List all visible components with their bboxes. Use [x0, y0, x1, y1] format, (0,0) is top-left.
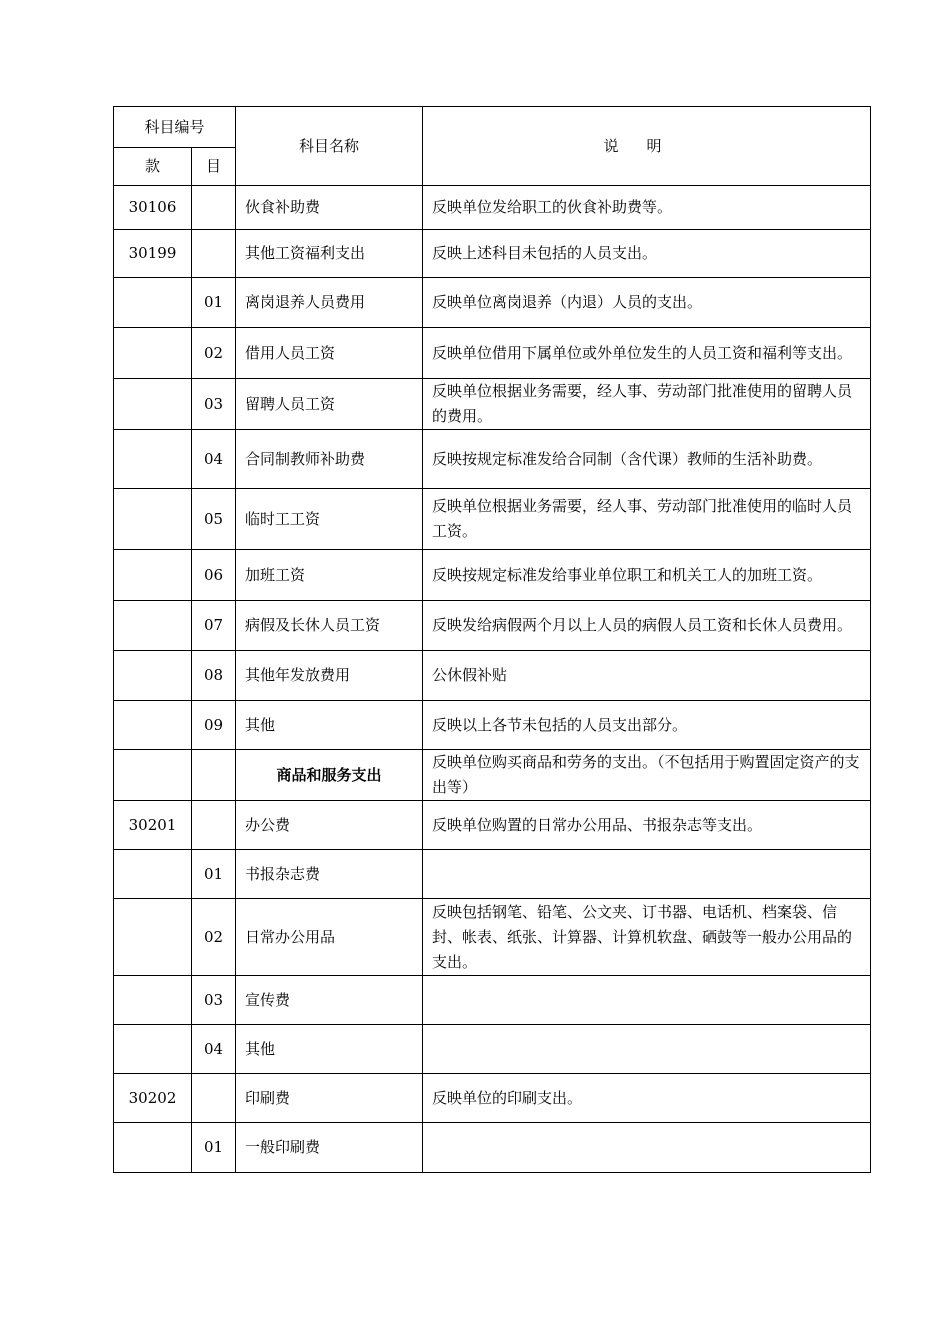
description-cell [423, 976, 871, 1025]
subject-name-cell: 合同制教师补助费 [236, 430, 423, 489]
mu-cell [192, 1074, 236, 1123]
kuan-cell [114, 328, 192, 379]
table-row [114, 976, 871, 1025]
description-cell: 反映单位购买商品和劳务的支出。（不包括用于购置固定资产的支出等） [423, 750, 871, 801]
subject-name-cell: 伙食补助费 [236, 186, 423, 230]
mu-cell: 08 [192, 651, 236, 701]
subject-name-cell: 一般印刷费 [236, 1123, 423, 1173]
mu-cell [192, 750, 236, 801]
subject-name-cell: 病假及长休人员工资 [236, 601, 423, 651]
description-cell: 反映单位的印刷支出。 [423, 1074, 871, 1123]
mu-cell: 04 [192, 430, 236, 489]
subject-name-cell: 日常办公用品 [236, 899, 423, 976]
description-cell: 公休假补贴 [423, 651, 871, 701]
mu-cell [192, 186, 236, 230]
expense-classification-table [113, 106, 871, 1173]
subject-name-cell: 加班工资 [236, 550, 423, 601]
kuan-cell [114, 489, 192, 550]
header-subject-name: 科目名称 [236, 107, 423, 186]
subject-name-cell: 印刷费 [236, 1074, 423, 1123]
table-row [114, 489, 871, 550]
subject-name-cell: 临时工工资 [236, 489, 423, 550]
table-row [114, 278, 871, 328]
description-cell [423, 1123, 871, 1173]
table-row [114, 1123, 871, 1173]
mu-cell: 03 [192, 976, 236, 1025]
subject-name-cell: 办公费 [236, 801, 423, 850]
description-cell: 反映上述科目未包括的人员支出。 [423, 230, 871, 278]
table-row [114, 379, 871, 430]
mu-cell: 02 [192, 328, 236, 379]
mu-cell: 01 [192, 278, 236, 328]
subject-name-cell: 借用人员工资 [236, 328, 423, 379]
subject-name-cell: 书报杂志费 [236, 850, 423, 899]
description-cell: 反映单位购置的日常办公用品、书报杂志等支出。 [423, 801, 871, 850]
subject-name-cell: 宣传费 [236, 976, 423, 1025]
table-row [114, 328, 871, 379]
header-description [423, 107, 871, 186]
subject-name-cell: 留聘人员工资 [236, 379, 423, 430]
description-cell: 反映按规定标准发给合同制（含代课）教师的生活补助费。 [423, 430, 871, 489]
table-row [114, 230, 871, 278]
subject-name-cell: 其他 [236, 701, 423, 750]
kuan-cell: 30199 [114, 230, 192, 278]
table-row [114, 1025, 871, 1074]
mu-cell: 04 [192, 1025, 236, 1074]
table-row [114, 850, 871, 899]
header-code-group: 科目编号 [114, 107, 236, 148]
table-row [114, 701, 871, 750]
mu-cell: 06 [192, 550, 236, 601]
subject-name-cell: 商品和服务支出 [236, 750, 423, 801]
kuan-cell: 30106 [114, 186, 192, 230]
table-row [114, 186, 871, 230]
kuan-cell [114, 601, 192, 651]
subject-name-cell: 其他 [236, 1025, 423, 1074]
mu-cell: 05 [192, 489, 236, 550]
kuan-cell [114, 379, 192, 430]
description-cell: 反映单位离岗退养（内退）人员的支出。 [423, 278, 871, 328]
description-cell: 反映单位根据业务需要，经人事、劳动部门批准使用的留聘人员的费用。 [423, 379, 871, 430]
mu-cell: 02 [192, 899, 236, 976]
kuan-cell [114, 701, 192, 750]
kuan-cell [114, 430, 192, 489]
description-cell: 反映单位根据业务需要，经人事、劳动部门批准使用的临时人员工资。 [423, 489, 871, 550]
mu-cell [192, 230, 236, 278]
table-row [114, 550, 871, 601]
mu-cell: 09 [192, 701, 236, 750]
mu-cell: 01 [192, 1123, 236, 1173]
subject-name-cell: 其他工资福利支出 [236, 230, 423, 278]
table-row [114, 601, 871, 651]
description-cell: 反映单位发给职工的伙食补助费等。 [423, 186, 871, 230]
description-cell: 反映包括钢笔、铅笔、公文夹、订书器、电话机、档案袋、信封、帐表、纸张、计算器、计算机软盘、硒鼓等一般办公用品的支出。 [423, 899, 871, 976]
description-cell: 反映以上各节未包括的人员支出部分。 [423, 701, 871, 750]
header-kuan: 款 [114, 148, 192, 186]
mu-cell [192, 801, 236, 850]
table-row [114, 899, 871, 976]
header-description-text: 说明 [603, 136, 690, 155]
subject-name-cell: 离岗退养人员费用 [236, 278, 423, 328]
kuan-cell [114, 1123, 192, 1173]
description-cell [423, 850, 871, 899]
header-mu: 目 [192, 148, 236, 186]
kuan-cell [114, 278, 192, 328]
subject-name-cell: 其他年发放费用 [236, 651, 423, 701]
mu-cell: 03 [192, 379, 236, 430]
mu-cell: 01 [192, 850, 236, 899]
description-cell: 反映按规定标准发给事业单位职工和机关工人的加班工资。 [423, 550, 871, 601]
kuan-cell [114, 1025, 192, 1074]
kuan-cell [114, 976, 192, 1025]
kuan-cell [114, 550, 192, 601]
header-row-top [114, 107, 871, 148]
table-row [114, 1074, 871, 1123]
description-cell [423, 1025, 871, 1074]
kuan-cell: 30201 [114, 801, 192, 850]
table-row [114, 750, 871, 801]
kuan-cell [114, 850, 192, 899]
table-row [114, 801, 871, 850]
table-row [114, 430, 871, 489]
mu-cell: 07 [192, 601, 236, 651]
kuan-cell [114, 651, 192, 701]
kuan-cell [114, 899, 192, 976]
kuan-cell: 30202 [114, 1074, 192, 1123]
table-row [114, 651, 871, 701]
description-cell: 反映单位借用下属单位或外单位发生的人员工资和福利等支出。 [423, 328, 871, 379]
kuan-cell [114, 750, 192, 801]
description-cell: 反映发给病假两个月以上人员的病假人员工资和长休人员费用。 [423, 601, 871, 651]
